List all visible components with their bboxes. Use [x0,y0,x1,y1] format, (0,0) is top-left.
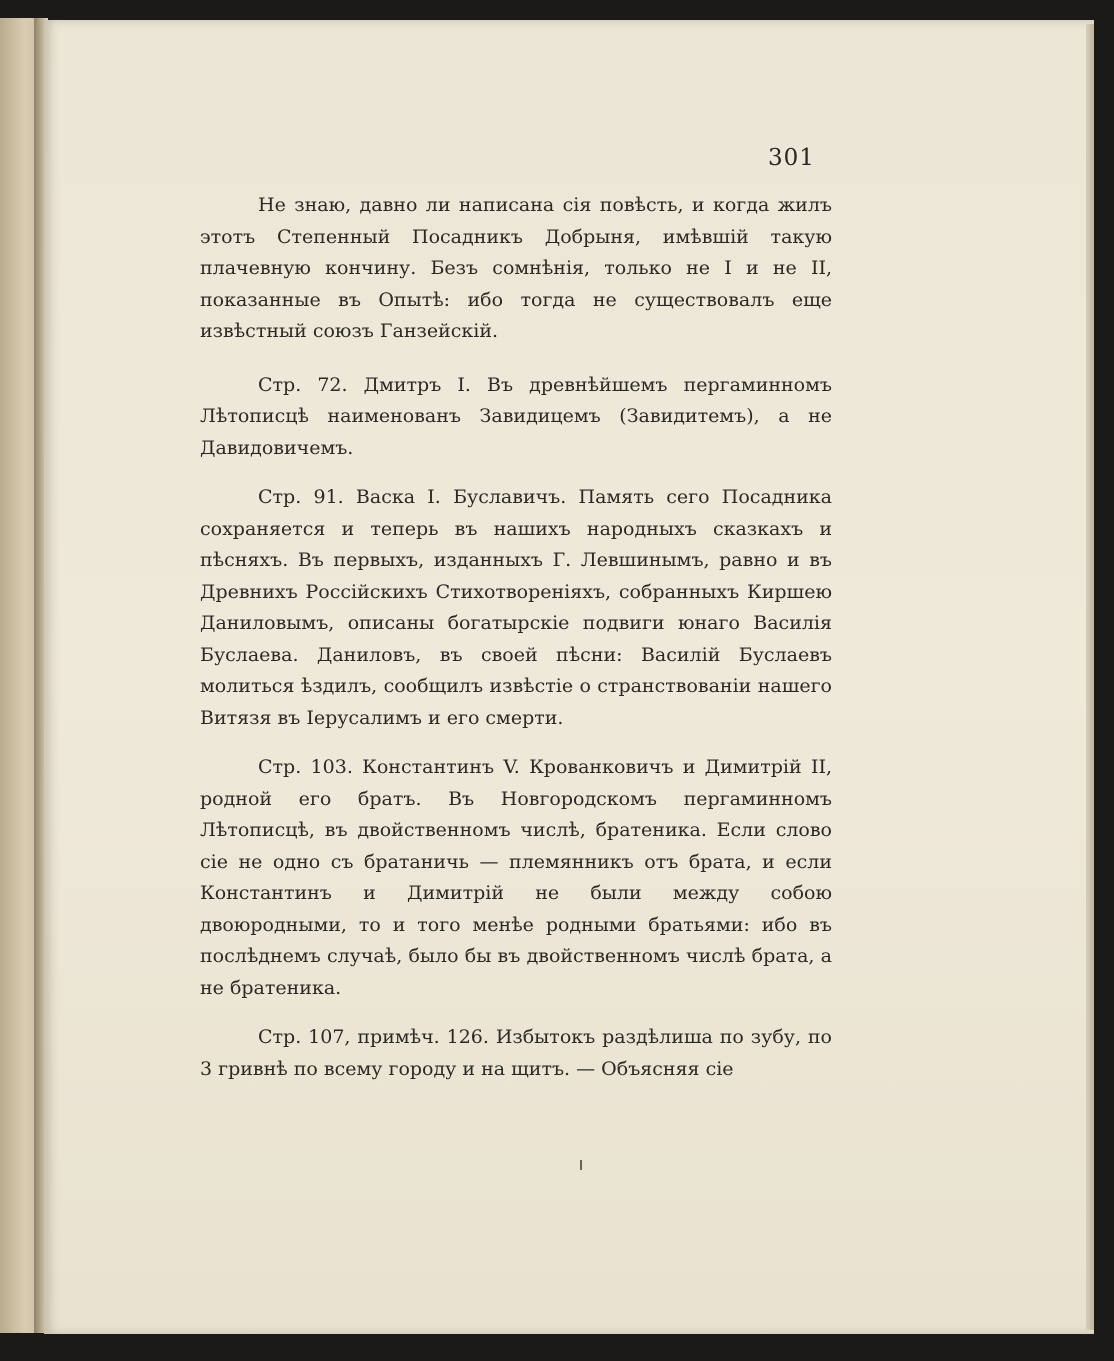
paragraph: Стр. 91. Васка I. Буславичъ. Память сего Посадника сохраняется и теперь въ нашихъ народныхъ сказкахъ и пѣсняхъ. Въ первыхъ, изданныхъ Г. Левшинымъ, равно и въ Древнихъ Россійскихъ Стихотвореніяхъ, собранныхъ Киршею Даниловымъ, описаны богатырскіе подвиги юнаго Василія Буслаева. Даниловъ, въ своей пѣсни: Василій Буслаевъ молиться ѣздилъ, сообщилъ извѣстіе о странствованіи нашего Витязя въ Іерусалимъ и его смерти. [200,486,832,729]
paragraph: Стр. 107, примѣч. 126. Избытокъ раздѣлиша по зубу, по 3 гривнѣ по всему городу и на щитъ. — Объясняя сіе [200,1026,832,1080]
paragraph: Стр. 103. Константинъ V. Крованковичъ и Димитрій II, родной его братъ. Въ Новгородскомъ пергаминномъ Лѣтописцѣ, въ двойственномъ числѣ, братеника. Если слово сіе не одно съ братаничь — племянникъ отъ брата, и если Константинъ и Димитрій не были между собою двоюродными, то и того менѣе родными братьями: ибо въ послѣднемъ случаѣ, было бы въ двойственномъ числѣ брата, а не братеника. [200,756,832,999]
page-fore-edge [1086,24,1094,1330]
print-mark [580,1160,582,1170]
paragraph: Не знаю, давно ли написана сія повѣсть, и когда жилъ этотъ Степенный Посадникъ Добрыня, имѣвшій такую плачевную кончину. Безъ сомнѣнія, только не I и не II, показанные въ Опытѣ: ибо тогда не существовалъ еще извѣстный союзъ Ганзейскій. [200,194,832,342]
body-text [200,190,832,1103]
paragraph: Стр. 72. Дмитръ I. Въ древнѣйшемъ пергаминномъ Лѣтописцѣ наименованъ Завидицемъ (Завидитемъ), а не Давидовичемъ. [200,373,832,459]
page-number: 301 [768,145,815,171]
